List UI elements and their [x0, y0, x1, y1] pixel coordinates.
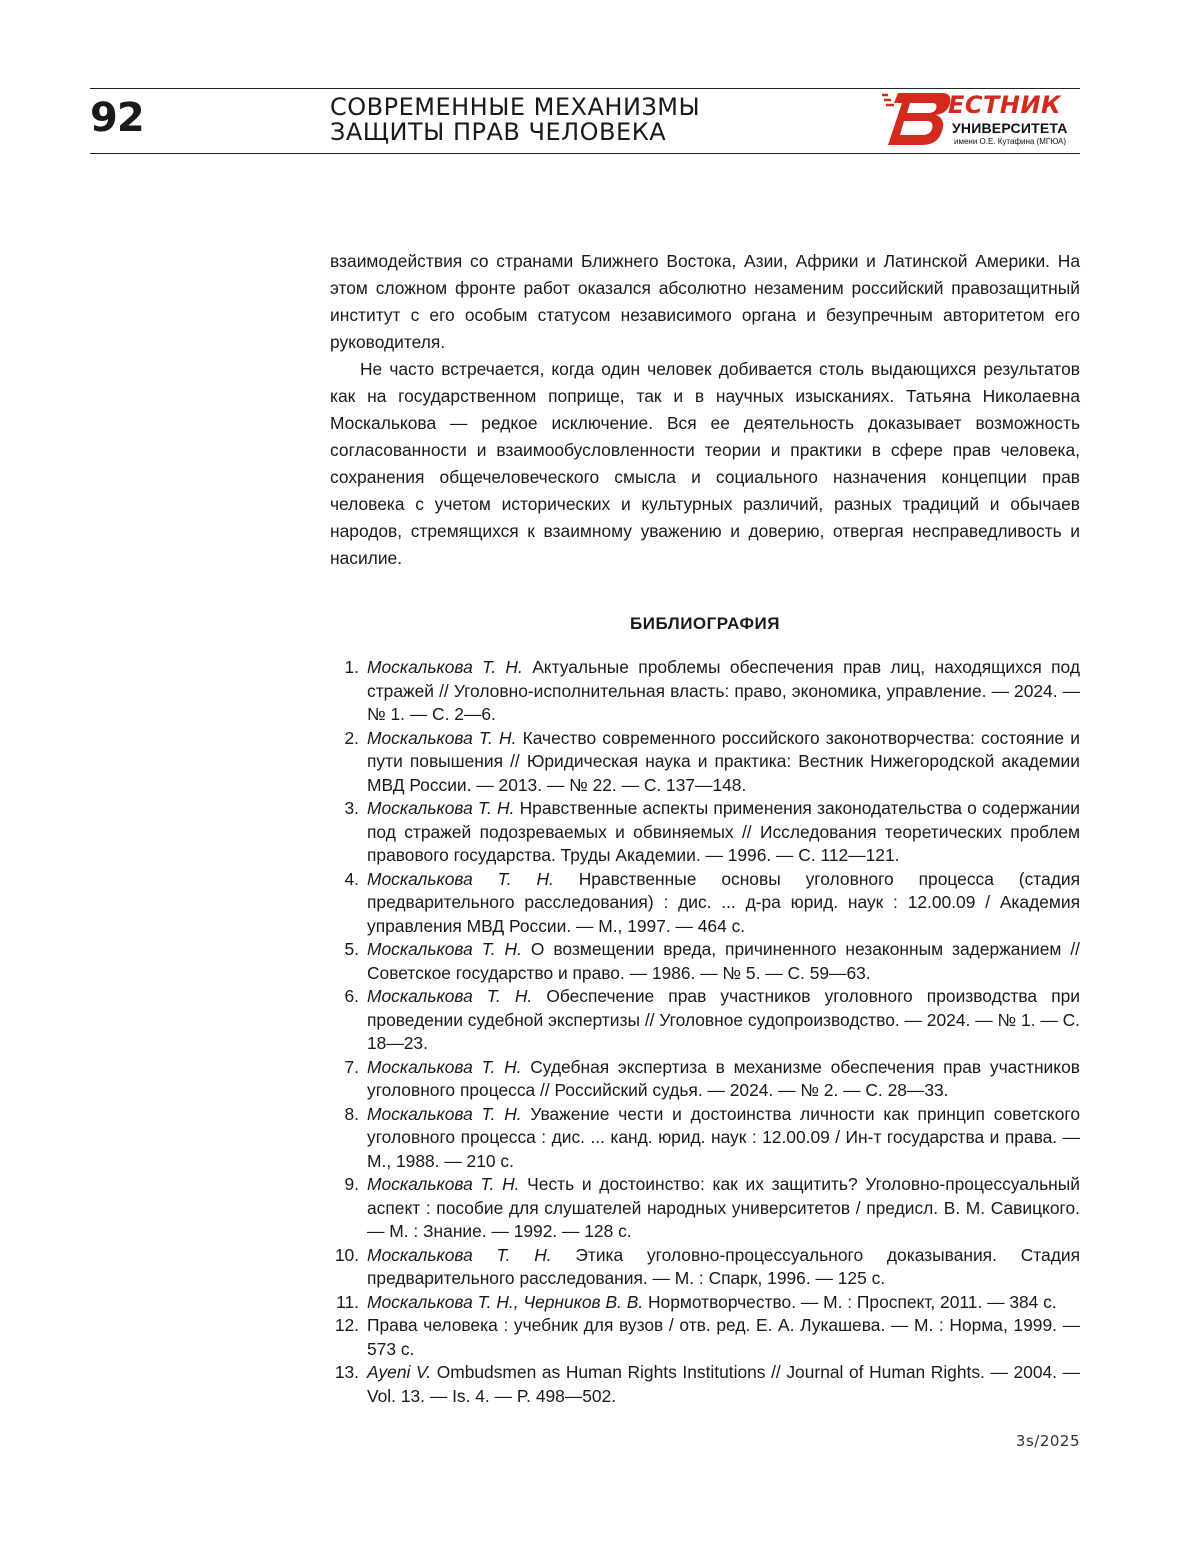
bibliography-item-number: 13.: [334, 1362, 359, 1382]
section-title-line-1: СОВРЕМЕННЫЕ МЕХАНИЗМЫ: [330, 93, 701, 121]
bibliography-item-number: 7.: [344, 1056, 359, 1077]
bibliography-item: [330, 985, 1080, 1056]
bibliography-item: [330, 797, 1080, 868]
bibliography-item: [330, 938, 1080, 985]
bibliography-item: [330, 1056, 1080, 1103]
bibliography-item-number: 9.: [344, 1174, 359, 1194]
bibliography-item-author: Москалькова Т. Н.: [367, 1103, 522, 1124]
logo-word: ЕСТНИК: [948, 91, 1062, 119]
bibliography-item-author: Москалькова Т. Н.: [367, 1244, 552, 1265]
bibliography-item: [330, 1361, 1080, 1408]
bibliography-list: [330, 656, 1080, 1408]
bibliography-item-number: 8.: [344, 1103, 359, 1124]
bibliography-item-text: Честь и достоинство: как их защитить? Уголовно-процессуальный аспект : пособие для слушателей народных университетов / предисл. В. М. Савицкого. — М. : Знание. — 1992. — 128 с.: [367, 1174, 1080, 1241]
bibliography-item: [330, 868, 1080, 939]
bibliography-item-number: 2.: [344, 727, 359, 748]
logo-subtitle-2: имени О.Е. Кутафина (МГЮА): [954, 137, 1067, 146]
journal-logo: [880, 91, 1080, 147]
bibliography-item-text: Качество современного российского законотворчества: состояние и пути повышения // Юридическая наука и практика: Вестник Нижегородской академии МВД России. — 2013. — № 22. — С. 137—148.: [367, 727, 1080, 795]
bibliography-item-text: Нормотворчество. — М. : Проспект, 2011. — 384 с.: [643, 1291, 1057, 1312]
bibliography-item-text: Ombudsmen as Human Rights Institutions // Journal of Human Rights. — 2004. — Vol. 13. — Is. 4. — P. 498—502.: [367, 1362, 1080, 1406]
bibliography-item-author: Москалькова Т. Н.: [367, 657, 523, 677]
bibliography-item-text: Нравственные основы уголовного процесса (стадия предварительного расследования) : дис. ... д-ра юрид. наук : 12.00.09 / Академия управления МВД России. — М., 1997. — 464 с.: [367, 868, 1080, 936]
bibliography-item: [330, 656, 1080, 727]
bibliography-item-text: Нравственные аспекты применения законодательства о содержании под стражей подозреваемых и обвиняемых // Исследования теоретических проблем правового государства. Труды Академии. — 1996. — С. 112—121.: [367, 798, 1080, 865]
bibliography-item: [330, 1103, 1080, 1174]
bibliography-item-number: 1.: [344, 657, 359, 677]
section-title-line-2: ЗАЩИТЫ ПРАВ ЧЕЛОВЕКА: [330, 118, 667, 146]
bibliography-item-number: 12.: [334, 1315, 359, 1335]
bibliography-item-number: 11.: [336, 1291, 359, 1312]
bibliography-item-author: Ayeni V.: [367, 1362, 432, 1382]
bibliography-item-number: 3.: [344, 798, 359, 818]
bibliography-item-author: Москалькова Т. Н.: [367, 798, 515, 818]
bibliography-item-author: Москалькова Т. Н.: [367, 1174, 520, 1194]
main-content: [330, 248, 1080, 1408]
bibliography-item-text: Этика уголовно-процессуального доказывания. Стадия предварительного расследования. — М. : Спарк, 1996. — 125 с.: [367, 1244, 1080, 1288]
bibliography-item-author: Москалькова Т. Н.: [367, 727, 517, 748]
bibliography-item-author: Москалькова Т. Н.: [367, 868, 554, 889]
bibliography-item-text: Уважение чести и достоинства личности как принцип советского уголовного процесса : дис. ... канд. юрид. наук : 12.00.09 / Ин-т государства и права. — М., 1988. — 210 с.: [367, 1103, 1080, 1171]
bibliography-item-number: 10.: [334, 1244, 359, 1265]
body-paragraph: Не часто встречается, когда один человек добивается столь выдающихся результатов как на государственном поприще, так и в научных изысканиях. Татьяна Николаевна Москалькова — редкое исключение. Вся ее деятельность доказывает возможность согласованности и взаимообусловленности теории и практики в сфере прав человека, сохранения общечеловеческого смысла и социального назначения концепции прав человека с учетом исторических и культурных различий, разных традиций и обычаев народов, стремящихся к взаимному уважению и доверию, отвергая несправедливость и насилие.: [330, 359, 1080, 568]
bibliography-item-author: Москалькова Т. Н.: [367, 1056, 522, 1077]
bibliography-item-number: 5.: [344, 939, 359, 959]
bibliography-item-author: Москалькова Т. Н.: [367, 939, 522, 959]
bibliography-item-text: Актуальные проблемы обеспечения прав лиц, находящихся под стражей // Уголовно-исполнительная власть: право, экономика, управление. — 2024. — № 1. — С. 2—6.: [367, 657, 1080, 724]
logo-subtitle: УНИВЕРСИТЕТА: [952, 120, 1068, 136]
bibliography-item: [330, 727, 1080, 798]
issue-number: 3s/2025: [1015, 1432, 1080, 1450]
bibliography-item-text: Обеспечение прав участников уголовного производства при проведении судебной экспертизы // Уголовное судопроизводство. — 2024. — № 1. — С. 18—23.: [367, 986, 1080, 1053]
bibliography-item-text: Судебная экспертиза в механизме обеспечения прав участников уголовного процесса // Российский судья. — 2024. — № 2. — С. 28—33.: [367, 1056, 1080, 1100]
page-header: [90, 88, 1080, 154]
bibliography-item: [330, 1291, 1080, 1315]
bibliography-item-author: Москалькова Т. Н., Черников В. В.: [367, 1291, 644, 1312]
bibliography-item: [330, 1314, 1080, 1361]
logo-v-mark-icon: [880, 91, 952, 147]
bibliography-item-text: Права человека : учебник для вузов / отв. ред. Е. А. Лукашева. — М. : Норма, 1999. — 573 с.: [367, 1315, 1080, 1359]
bibliography-item-number: 6.: [344, 986, 359, 1006]
bibliography-item: [330, 1244, 1080, 1291]
page-number: 92: [90, 95, 144, 141]
bibliography-item-number: 4.: [344, 868, 359, 889]
bibliography-item-author: Москалькова Т. Н.: [367, 986, 533, 1006]
bibliography-item: [330, 1173, 1080, 1244]
body-paragraph: взаимодействия со странами Ближнего Востока, Азии, Африки и Латинской Америки. На этом сложном фронте работ оказался абсолютно незаменим российский правозащитный институт с его особым статусом независимого органа и безупречным авторитетом его руководителя.: [330, 251, 1080, 352]
section-title: [330, 95, 700, 145]
bibliography-item-text: О возмещении вреда, причиненного незаконным задержанием // Советское государство и право. — 1986. — № 5. — С. 59—63.: [367, 939, 1081, 983]
bibliography-title: БИБЛИОГРАФИЯ: [630, 614, 780, 633]
